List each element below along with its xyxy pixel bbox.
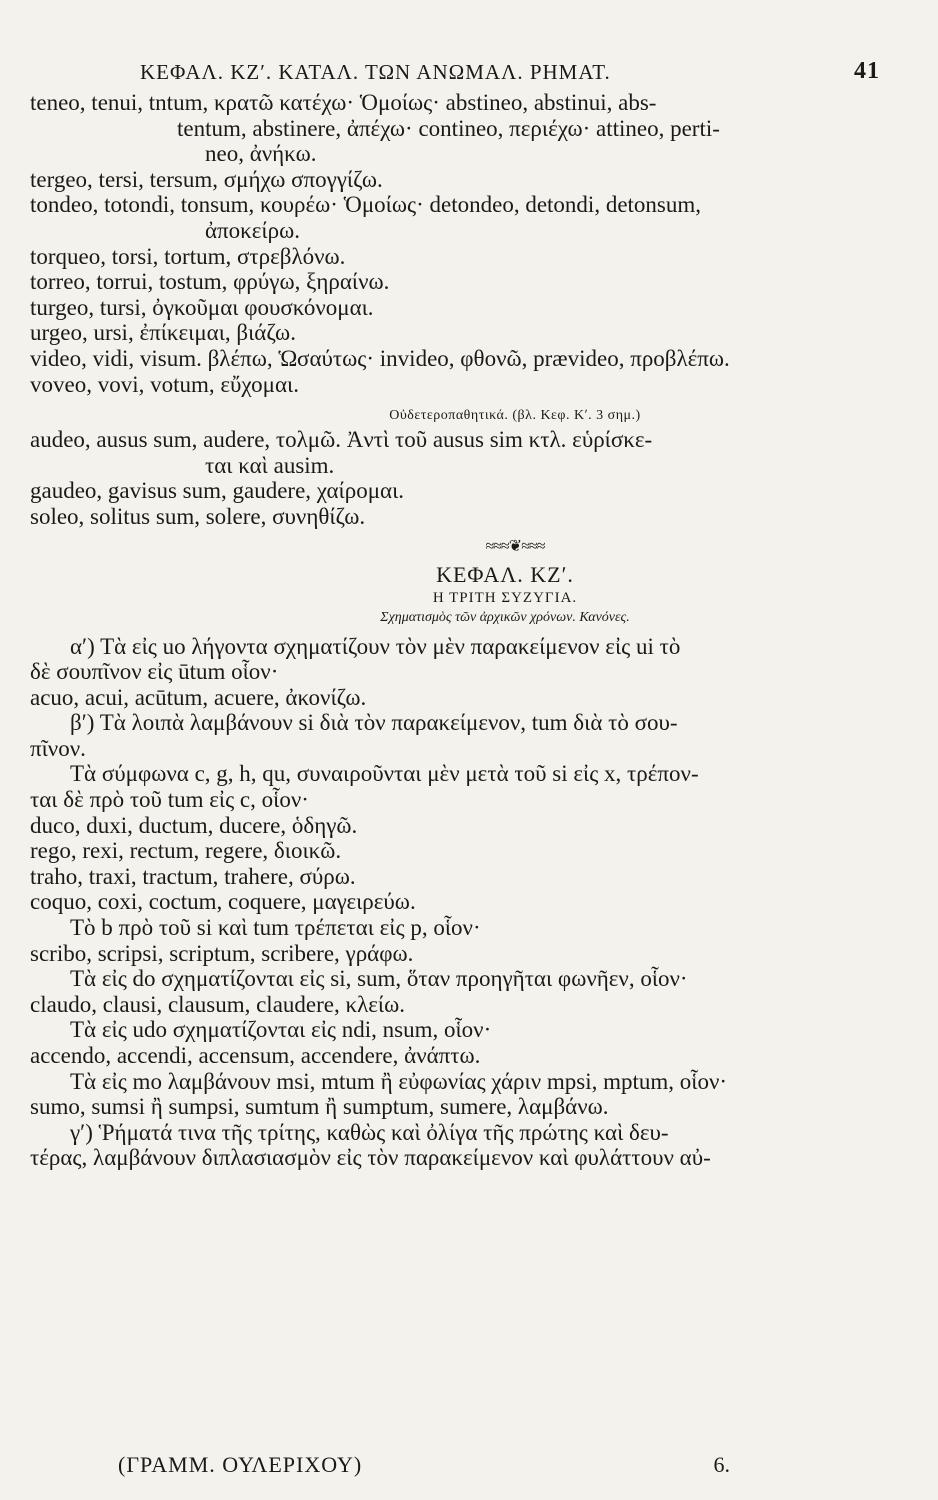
text-line: turgeo, tursi, ὀγκοῦμαι φουσκόνομαι. <box>30 294 374 320</box>
text-line: ται καὶ ausim. <box>205 452 335 478</box>
text-block-verbs-second <box>30 90 880 397</box>
text-line: accendo, accendi, accensum, accendere, ἀνάπτω. <box>30 1043 481 1068</box>
text-line: acuo, acui, acūtum, acuere, ἀκονίζω. <box>30 684 367 710</box>
text-line: πῖνον. <box>30 735 86 761</box>
text-block-neuter-passive <box>30 427 880 529</box>
running-title: ΚΕΦΑΛ. ΚΖʹ. ΚΑΤΑΛ. ΤΩΝ ΑΝΩΜΑΛ. ΡΗΜΑΤ. <box>140 60 611 84</box>
text-line: coquo, coxi, coctum, coquere, μαγειρεύω. <box>30 889 416 915</box>
signature-label: (ΓΡΑΜΜ. ΟΥΛΕΡΙΧΟΥ) <box>118 1452 363 1477</box>
text-line: gaudeo, gavisus sum, gaudere, χαίρομαι. <box>30 478 405 504</box>
text-line: audeo, ausus sum, audere, τολμῶ. Ἀντὶ τοῦ ausus sim κτλ. εὑρίσκε- <box>30 427 653 453</box>
text-line: sumo, sumsi ἢ sumpsi, sumtum ἢ sumptum, sumere, λαμβάνω. <box>30 1094 609 1120</box>
text-line: Τὸ b πρὸ τοῦ si καὶ tum τρέπεται εἰς p, οἷον· <box>70 915 481 941</box>
text-line: neo, ἀνήκω. <box>205 141 317 167</box>
text-line: τέρας, λαμβάνουν διπλασιασμὸν εἰς τὸν παρακείμενον καὶ φυλάττουν αὐ- <box>30 1145 711 1171</box>
text-line: soleo, solitus sum, solere, συνηθίζω. <box>30 503 366 529</box>
text-line: tergeo, tersi, tersum, σμήχω σπογγίζω. <box>30 166 383 192</box>
text-line: αʹ) Τὰ εἰς uo λήγοντα σχηματίζουν τὸν μὲν παρακείμενον εἰς ui τὸ <box>70 633 681 659</box>
text-line: video, vidi, visum. βλέπω, Ὡσαύτως· invideo, φθονῶ, prævideo, προβλέπω. <box>30 345 730 371</box>
text-line: duco, duxi, ductum, ducere, ὁδηγῶ. <box>30 812 358 838</box>
text-line: ται δὲ πρὸ τοῦ tum εἰς c, οἷον· <box>30 787 309 813</box>
text-line: claudo, clausi, clausum, claudere, κλείω. <box>30 991 405 1017</box>
text-line: ἀποκείρω. <box>205 217 300 243</box>
text-line: Τὰ εἰς udo σχηματίζονται εἰς ndi, nsum, οἷον· <box>70 1017 492 1043</box>
text-line: tentum, abstinere, ἀπέχω· contineo, περιέχω· attineo, perti- <box>177 115 720 141</box>
text-line: rego, rexi, rectum, regere, διοικῶ. <box>30 838 342 864</box>
page-number: 41 <box>854 58 880 84</box>
chapter-title: ΚΕΦΑΛ. ΚΖʹ. <box>436 561 574 587</box>
text-line: torqueo, torsi, tortum, στρεβλόνω. <box>30 243 346 269</box>
text-line: urgeo, ursi, ἐπίκειμαι, βιάζω. <box>30 320 296 346</box>
text-line: tondeo, totondi, tonsum, κουρέω· Ὁμοίως· detondeo, detondi, detonsum, <box>30 192 702 218</box>
text-line: δὲ σουπῖνον εἰς ūtum οἷον· <box>30 659 279 685</box>
ornament-glyph: ≈≈≈❦≈≈≈ <box>485 537 545 555</box>
text-line: traho, traxi, tractum, trahere, σύρω. <box>30 863 356 889</box>
signature-number: 6. <box>713 1452 730 1477</box>
text-block-third-conjugation <box>30 634 880 1171</box>
ornament-divider <box>30 536 880 558</box>
chapter-subtitle-rules: Σχηματισμὸς τῶν ἀρχικῶν χρόνων. Κανόνες. <box>380 609 630 625</box>
text-line: Τὰ σύμφωνα c, g, h, qu, συναιροῦνται μὲν μετὰ τοῦ si εἰς x, τρέπον- <box>70 761 699 787</box>
text-line: voveo, vovi, votum, εὔχομαι. <box>30 371 299 397</box>
text-line: βʹ) Τὰ λοιπὰ λαμβάνουν si διὰ τὸν παρακείμενον, tum διὰ τὸ σου- <box>70 710 678 736</box>
chapter-subtitle: Η ΤΡΙΤΗ ΣΥΖΥΓΙΑ. <box>432 589 578 606</box>
text-line: Τὰ εἰς mo λαμβάνουν msi, mtum ἢ εὐφωνίας χάριν mpsi, mptum, οἷον· <box>70 1068 728 1094</box>
text-line: γʹ) Ῥήματά τινα τῆς τρίτης, καθὼς καὶ ὀλίγα τῆς πρώτης καὶ δευ- <box>70 1119 669 1145</box>
neuter-passive-heading: Οὐδετεροπαθητικά. (βλ. Κεφ. Κʹ. 3 σημ.) <box>389 408 641 424</box>
text-line: Τὰ εἰς do σχηματίζονται εἰς si, sum, ὅταν προηγῆται φωνῆεν, οἷον· <box>70 966 688 992</box>
running-header <box>30 52 880 90</box>
text-line: torreo, torrui, tostum, φρύγω, ξηραίνω. <box>30 269 390 295</box>
text-line: scribo, scripsi, scriptum, scribere, γράφω. <box>30 940 414 966</box>
text-line: teneo, tenui, tntum, κρατῶ κατέχω· Ὁμοίως· abstineo, abstinui, abs- <box>30 90 657 115</box>
